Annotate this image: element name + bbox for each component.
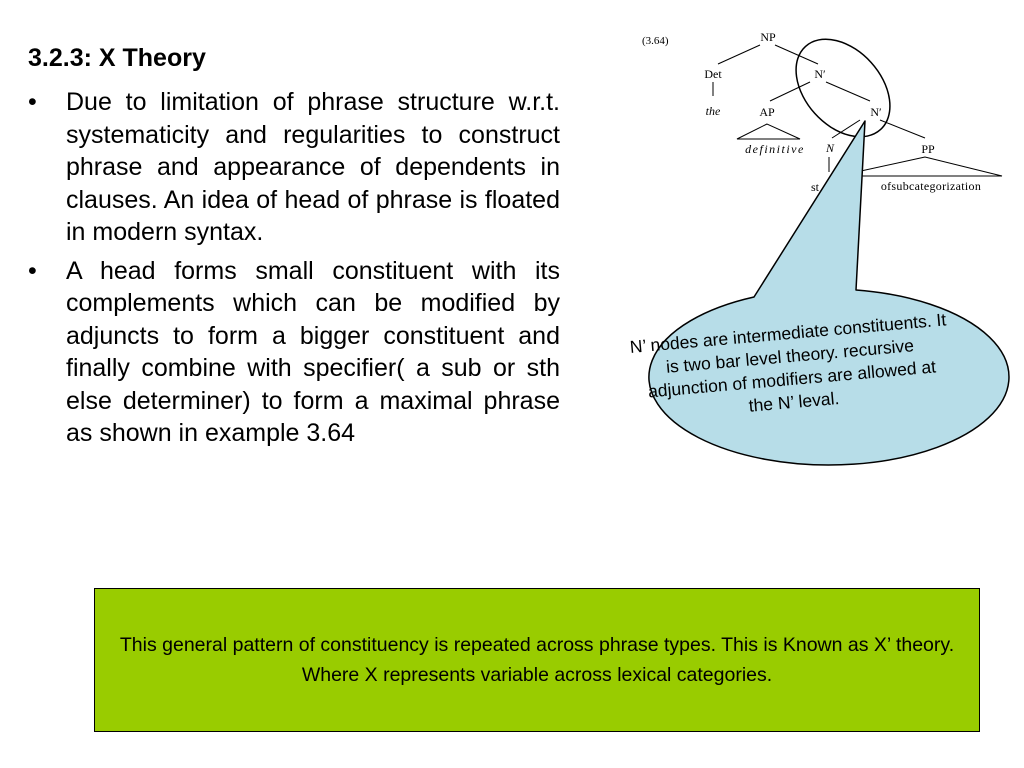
bullet-text: A head forms small constituent with its complements which can be modified by adjuncts to form a bigger constituent and finally combine with specifier( a sub or sth else determiner) to form a maximal phrase as shown in example 3.64 [66, 256, 560, 447]
node-pp: PP [921, 142, 935, 156]
example-label: (3.64) [642, 35, 669, 47]
callout-text: N’ nodes are intermediate constituents. It is two bar level theory. recursive adjunction of modifiers are allowed at the N’ leval. [628, 309, 947, 416]
bullet-item [28, 86, 560, 249]
bullet-list [28, 86, 560, 456]
note-text: This general pattern of constituency is repeated across phrase types. This is Known as X’ theory. Where X represents variable across lexical categories. [119, 634, 955, 686]
node-nbar-lower: N′ [870, 105, 882, 119]
node-n: N [825, 141, 835, 155]
pp-words: ofsubcategorization [880, 179, 982, 193]
node-ap: AP [759, 105, 775, 119]
node-nbar-top: N′ [814, 67, 826, 81]
note-box [94, 588, 980, 732]
slide-heading: 3.2.3: X Theory [28, 44, 206, 72]
bullet-dot: • [28, 88, 37, 116]
word-definitive: definitive [745, 142, 805, 156]
word-the: the [705, 104, 721, 118]
node-np: NP [760, 30, 776, 44]
bullet-item [28, 255, 560, 450]
bullet-text: Due to limitation of phrase structure w.r.t. systematicity and regularities to construct phrase and appearance of dependents in clauses. An idea of head of phrase is floated in modern syntax. [66, 88, 560, 246]
bullet-dot: • [28, 256, 37, 285]
word-study-fragment: st [811, 180, 820, 194]
node-det: Det [704, 67, 722, 81]
